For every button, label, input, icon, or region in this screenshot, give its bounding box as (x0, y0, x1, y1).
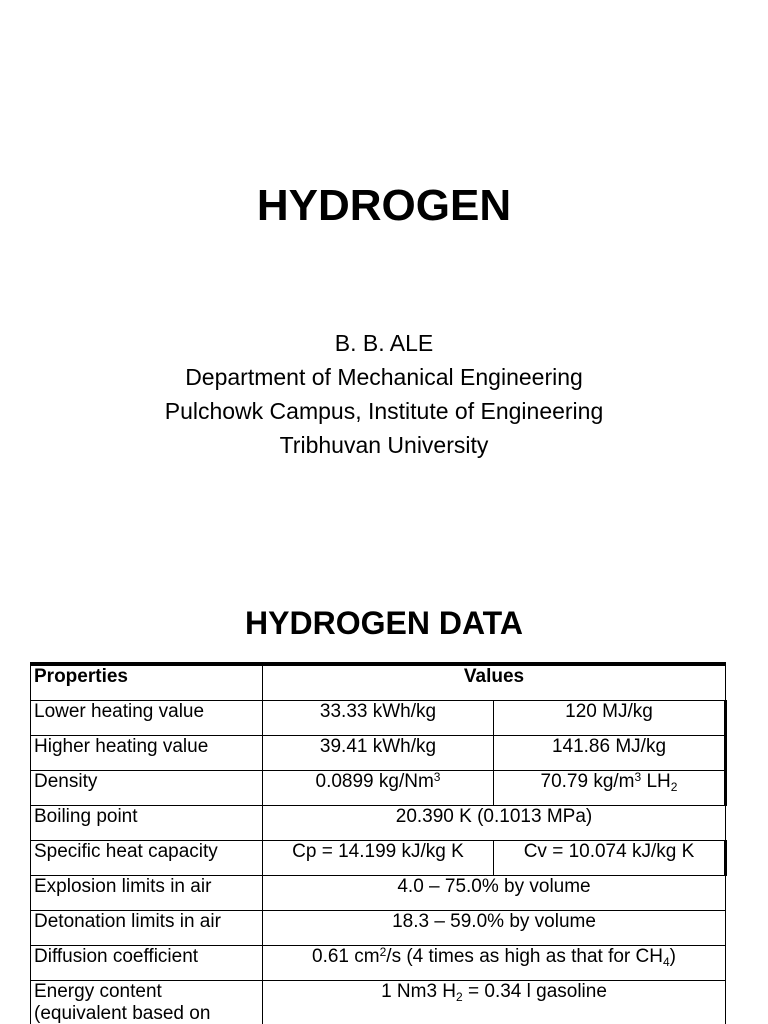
table-header-row (31, 664, 726, 701)
author-block (0, 326, 768, 462)
subscript: 2 (670, 780, 678, 794)
hydrogen-data-table (30, 662, 727, 1024)
table-row (31, 841, 726, 876)
row-value: 120 MJ/kg (494, 701, 726, 736)
superscript: 3 (634, 770, 642, 784)
row-value: 33.33 kWh/kg (263, 701, 494, 736)
value-text: ) (669, 946, 676, 967)
section-title: HYDROGEN DATA (245, 605, 523, 641)
superscript: 3 (433, 770, 441, 784)
row-value (494, 771, 726, 806)
author-campus: Pulchowk Campus, Institute of Engineering (164, 398, 604, 424)
subscript: 2 (456, 990, 463, 1004)
row-value: 141.86 MJ/kg (494, 736, 726, 771)
row-property: Explosion limits in air (31, 876, 263, 911)
row-property: Diffusion coefficient (31, 946, 263, 981)
row-value (263, 946, 726, 981)
row-property: Density (31, 771, 263, 806)
table-row (31, 736, 726, 771)
row-value (263, 771, 494, 806)
row-value (263, 981, 726, 1024)
author-university: Tribhuvan University (279, 432, 489, 458)
value-text: 1 Nm3 H (381, 981, 457, 1002)
table-row (31, 911, 726, 946)
row-property: Specific heat capacity (31, 841, 263, 876)
value-text: 70.79 kg/m (540, 771, 635, 792)
table-row (31, 876, 726, 911)
row-value: 18.3 – 59.0% by volume (263, 911, 726, 946)
table-row (31, 771, 726, 806)
row-property: Detonation limits in air (31, 911, 263, 946)
value-text: /s (4 times as high as that for CH (386, 946, 663, 967)
value-text: = 0.34 l gasoline (462, 981, 607, 1002)
table-row (31, 946, 726, 981)
row-value: Cv = 10.074 kJ/kg K (494, 841, 726, 876)
table-row (31, 981, 726, 1024)
document-title: HYDROGEN (256, 181, 512, 230)
author-department: Department of Mechanical Engineering (185, 364, 583, 390)
row-value: 20.390 K (0.1013 MPa) (263, 806, 726, 841)
property-line: (equivalent based on (34, 1003, 211, 1024)
value-text: 0.0899 kg/Nm (315, 771, 434, 792)
property-line: Energy content (34, 981, 162, 1002)
row-property: Higher heating value (31, 736, 263, 771)
row-value: 4.0 – 75.0% by volume (263, 876, 726, 911)
row-value: Cp = 14.199 kJ/kg K (263, 841, 494, 876)
value-text: 0.61 cm (312, 946, 380, 967)
row-value: 39.41 kWh/kg (263, 736, 494, 771)
row-property: Lower heating value (31, 701, 263, 736)
superscript: 2 (379, 945, 387, 959)
header-properties: Properties (31, 664, 263, 701)
value-text: LH (641, 771, 671, 792)
subscript: 4 (662, 955, 670, 969)
table-row (31, 701, 726, 736)
author-name: B. B. ALE (334, 330, 434, 356)
header-values: Values (263, 664, 726, 701)
table-row (31, 806, 726, 841)
row-property: Boiling point (31, 806, 263, 841)
row-property (31, 981, 263, 1024)
